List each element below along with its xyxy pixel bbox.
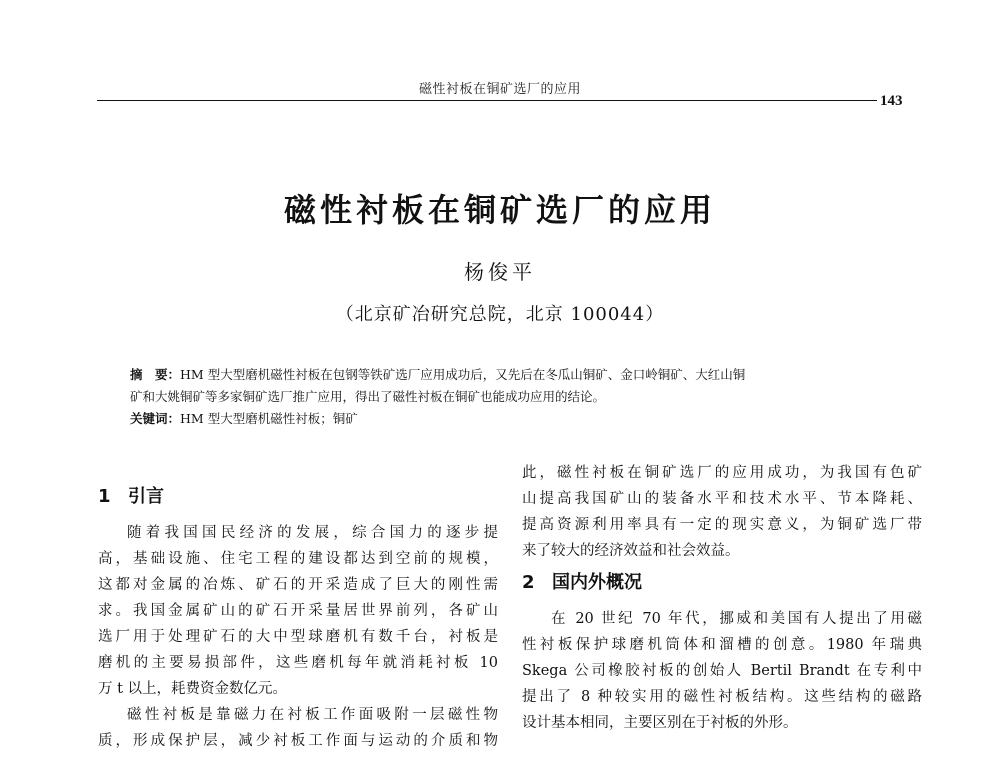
- paragraph-line: 这都对金属的冶炼、矿石的开采造成了巨大的刚性需: [98, 577, 498, 593]
- section-heading: [522, 568, 922, 598]
- keywords-line: [130, 408, 890, 430]
- paragraph-line: 山提高我国矿山的装备水平和技术水平、节本降耗、: [522, 491, 922, 507]
- abstract-label: 摘 要：: [130, 367, 181, 382]
- abstract-line: [130, 364, 890, 386]
- affiliation: （北京矿冶研究总院，北京 100044）: [335, 304, 665, 325]
- paragraph-line: 在 20 世纪 70 年代，挪威和美国有人提出了用磁: [551, 611, 922, 627]
- abstract-line: 矿和大姚铜矿等多家铜矿选厂推广应用，得出了磁性衬板在铜矿也能成功应用的结论。: [130, 389, 606, 404]
- section-title: 国内外概况: [552, 572, 642, 593]
- section-number: 2: [522, 572, 535, 593]
- paragraph-line: 质，形成保护层，减少衬板工作面与运动的介质和物: [98, 733, 498, 749]
- keywords-text: HM 型大型磨机磁性衬板；铜矿: [180, 411, 358, 426]
- header-rule: [97, 100, 877, 101]
- section-heading: [98, 482, 498, 512]
- right-column: [522, 460, 922, 736]
- abstract-text: HM 型大型磨机磁性衬板在包钢等铁矿选厂应用成功后，又先后在冬瓜山铜矿、金口岭铜矿、大红山铜: [180, 367, 746, 382]
- paragraph-line: 磁性衬板是靠磁力在衬板工作面吸附一层磁性物: [127, 707, 498, 723]
- paragraph-line: 万 t 以上，耗费资金数亿元。: [98, 681, 288, 697]
- paragraph-line: 磨机的主要易损部件，这些磨机每年就消耗衬板 10: [98, 655, 498, 671]
- running-header: 磁性衬板在铜矿选厂的应用: [418, 82, 581, 97]
- paragraph-line: 设计基本相同，主要区别在于衬板的外形。: [522, 715, 798, 731]
- paragraph-line: Skega 公司橡胶衬板的创始人 Bertil Brandt 在专利中: [522, 663, 922, 679]
- article-title: 磁性衬板在铜矿选厂的应用: [283, 191, 716, 229]
- paragraph-line: 性衬板保护球磨机筒体和溜槽的创意。1980 年瑞典: [522, 637, 922, 653]
- paragraph-line: 提出了 8 种较实用的磁性衬板结构。这些结构的磁路: [522, 689, 922, 705]
- keywords-label: 关键词：: [130, 411, 181, 426]
- section-title: 引言: [128, 486, 164, 507]
- left-column: [98, 478, 498, 754]
- paragraph-line: 选厂用于处理矿石的大中型球磨机有数千台，衬板是: [98, 629, 498, 645]
- section-number: 1: [98, 486, 111, 507]
- paragraph-line: 高，基础设施、住宅工程的建设都达到空前的规模，: [98, 551, 498, 567]
- paragraph-line: 提高资源利用率具有一定的现实意义，为铜矿选厂带: [522, 517, 922, 533]
- paragraph-line: 此，磁性衬板在铜矿选厂的应用成功，为我国有色矿: [522, 465, 922, 481]
- abstract: [130, 364, 890, 430]
- paragraph-line: 求。我国金属矿山的矿石开采量居世界前列，各矿山: [98, 603, 498, 619]
- author: 杨俊平: [464, 260, 536, 284]
- page-number: 143: [880, 93, 903, 109]
- paragraph-line: 随着我国国民经济的发展，综合国力的逐步提: [127, 525, 498, 541]
- paragraph-line: 来了较大的经济效益和社会效益。: [522, 543, 740, 559]
